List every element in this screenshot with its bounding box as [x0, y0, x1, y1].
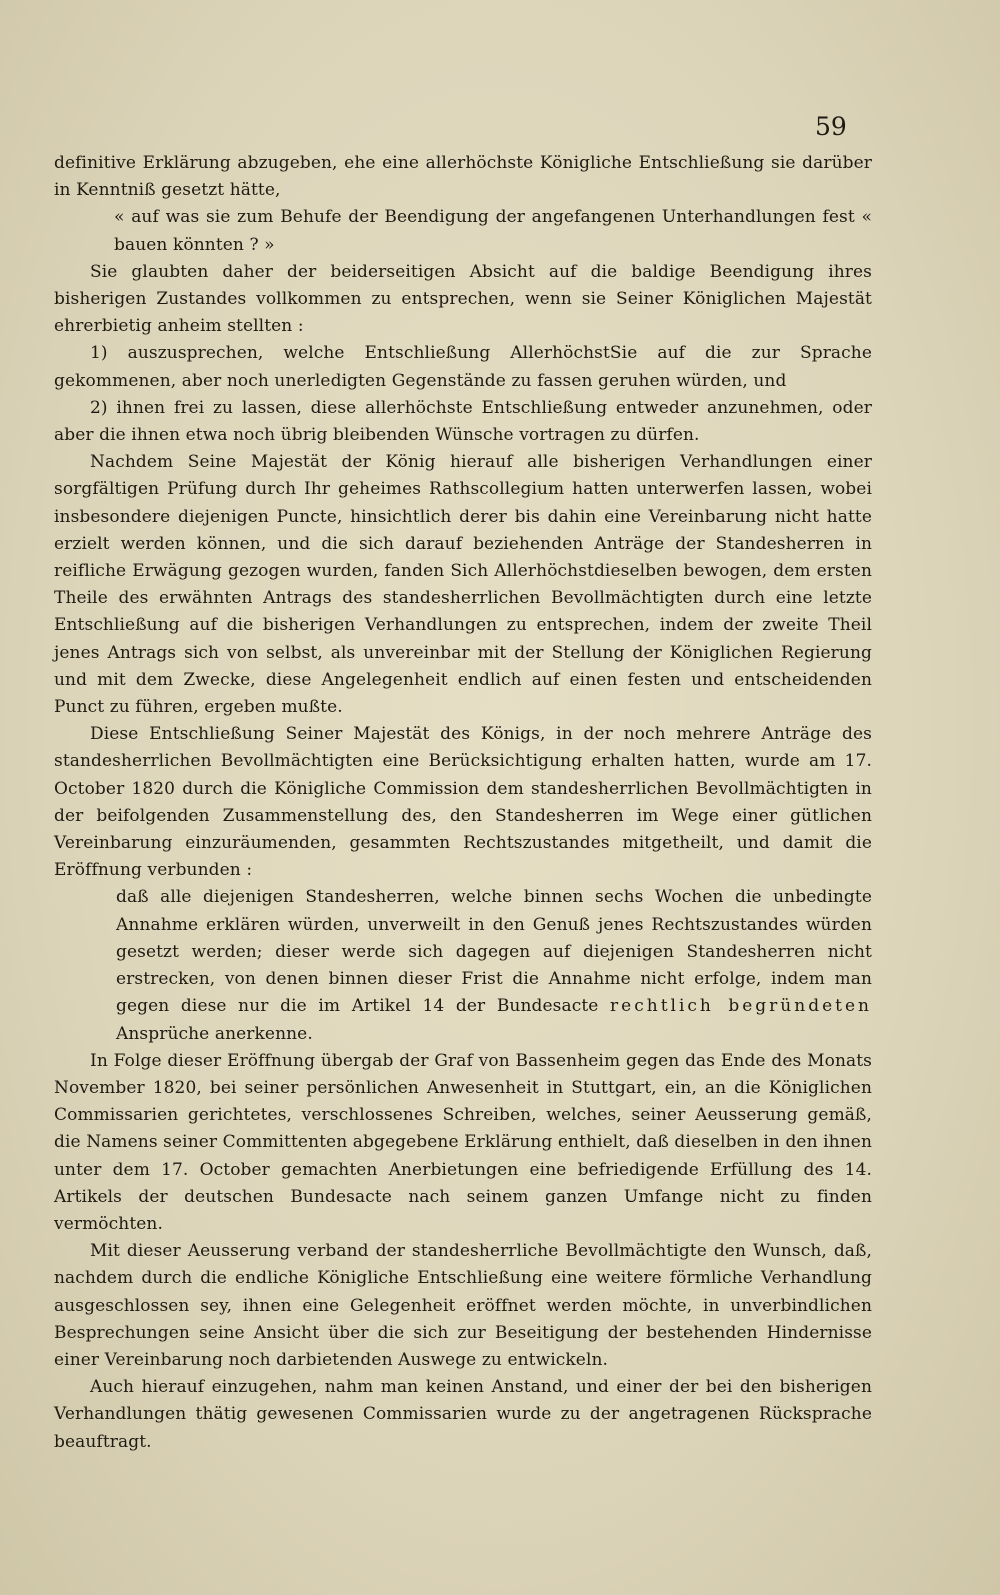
block-text-a: daß alle diejenigen Standesherren, welche binnen sechs Wochen die unbedingte Annahme erklären würden, unverweilt in den Genuß jenes Rechtszustandes würden gesetzt werden; dieser werde sich dagegen auf diejenigen Standesherren nicht erstrecken, von denen binnen dieser Frist die Annahme nicht erfolge, indem man gegen diese nur die im Artikel 14 der Bundesacte	[116, 887, 872, 1017]
paragraph: Nachdem Seine Majestät der König hierauf alle bisherigen Verhandlungen einer sorgfältigen Prüfung durch Ihr geheimes Rathscollegium hatten unterwerfen lassen, wobei insbesondere diejenigen Puncte, hinsichtlich derer bis dahin eine Vereinbarung nicht hatte erzielt werden können, und die sich darauf beziehenden Anträge der Standesherren in reifliche Erwägung gezogen wurden, fanden Sich Allerhöchstdieselben bewogen, dem ersten Theile des erwähnten Antrags des standesherrlichen Bevollmächtigten durch eine letzte Entschließung auf die bisherigen Verhandlungen zu entsprechen, indem der zweite Theil jenes Antrags sich von selbst, als unvereinbar mit der Stellung der Königlichen Regierung und mit dem Zwecke, diese Angelegenheit endlich auf einen festen und entscheidenden Punct zu führen, ergeben mußte.	[54, 452, 872, 718]
paragraph: Mit dieser Aeusserung verband der standesherrliche Bevollmächtigte den Wunsch, daß, nachdem durch die endliche Königliche Entschließung eine weitere förmliche Verhandlung ausgeschlossen sey, ihnen eine Gelegenheit eröffnet werden möchte, in unverbindlichen Besprechungen seine Ansicht über die sich zur Beseitigung der bestehenden Hindernisse einer Vereinbarung noch darbietenden Auswege zu entwickeln.	[54, 1241, 872, 1370]
block-text-spaced: rechtlich begründeten	[610, 996, 872, 1017]
page-number: 59	[815, 112, 847, 141]
body-text	[54, 150, 872, 1456]
paragraph-block	[54, 884, 872, 1047]
paragraph-continuation: definitive Erklärung abzugeben, ehe eine allerhöchste Königliche Entschließung sie darüber in Kenntniß gesetzt hätte,	[54, 153, 872, 201]
paragraph-quote: « auf was sie zum Behufe der Beendigung der angefangenen Unterhandlungen fest « bauen könnten ? »	[114, 207, 872, 255]
list-item: 1) auszusprechen, welche Entschließung AllerhöchstSie auf die zur Sprache gekommenen, aber noch unerledigten Gegenstände zu fassen geruhen würden, und	[54, 343, 872, 391]
paragraph: Sie glaubten daher der beiderseitigen Absicht auf die baldige Beendigung ihres bisherigen Zustandes vollkommen zu entsprechen, wenn sie Seiner Königlichen Majestät ehrerbietig anheim stellten :	[54, 261, 872, 337]
paragraph: Auch hierauf einzugehen, nahm man keinen Anstand, und einer der bei den bisherigen Verhandlungen thätig gewesenen Commissarien wurde zu der angetragenen Rücksprache beauftragt.	[54, 1377, 872, 1452]
block-text-b: Ansprüche anerkenne.	[116, 1023, 313, 1044]
list-item: 2) ihnen frei zu lassen, diese allerhöchste Entschließung entweder anzunehmen, oder aber die ihnen etwa noch übrig bleibenden Wünsche vortragen zu dürfen.	[54, 397, 872, 446]
paragraph: Diese Entschließung Seiner Majestät des Königs, in der noch mehrere Anträge des standesherrlichen Bevollmächtigten eine Berücksichtigung erhalten hatten, wurde am 17. October 1820 durch die Königliche Commission dem standesherrlichen Bevollmächtigten in der beifolgenden Zusammenstellung des, den Standesherren im Wege einer gütlichen Vereinbarung einzuräumenden, gesammten Rechtszustandes mitgetheilt, und damit die Eröffnung verbunden :	[54, 724, 872, 881]
paragraph: In Folge dieser Eröffnung übergab der Graf von Bassenheim gegen das Ende des Monats November 1820, bei seiner persönlichen Anwesenheit in Stuttgart, ein, an die Königlichen Commissarien gerichtetes, verschlossenes Schreiben, welches, seiner Aeusserung gemäß, die Namens seiner Committenten abgegebene Erklärung enthielt, daß dieselben in den ihnen unter dem 17. October gemachten Anerbietungen eine befriedigende Erfüllung des 14. Artikels der deutschen Bundesacte nach seinem ganzen Umfange nicht zu finden vermöchten.	[54, 1050, 872, 1234]
